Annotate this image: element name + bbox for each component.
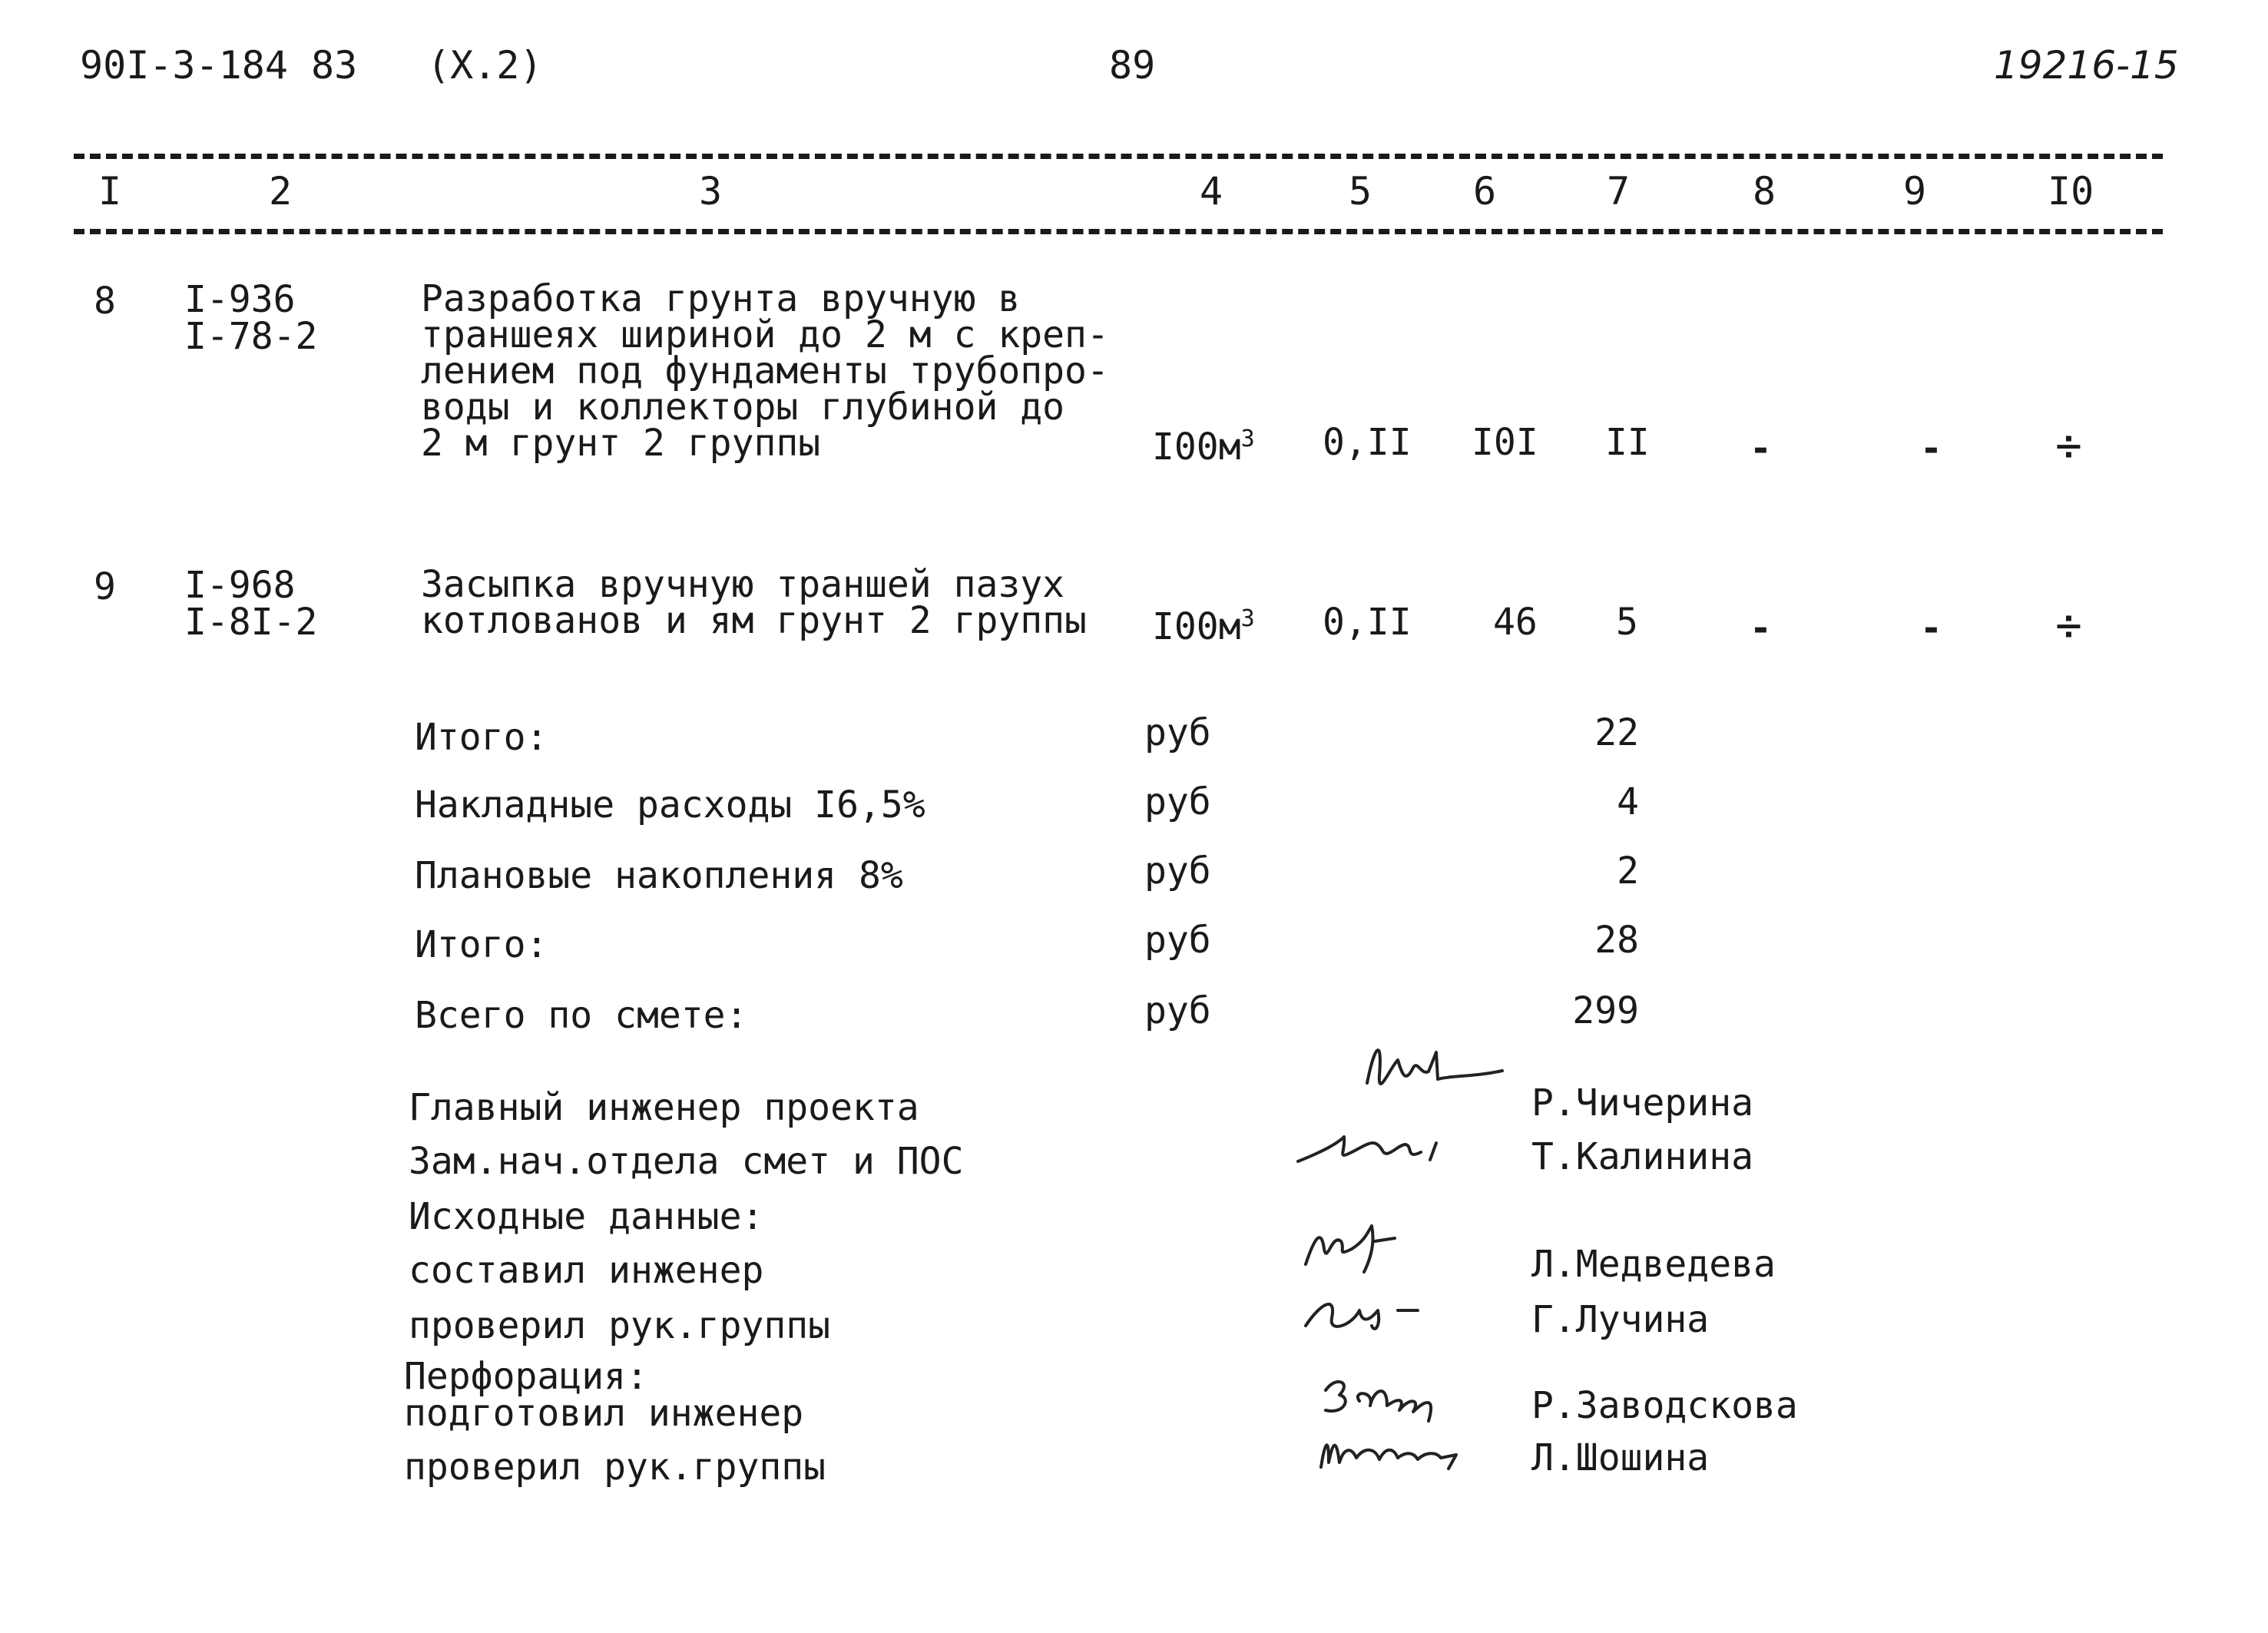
summary-unit: руб <box>1144 780 1211 823</box>
column-header: 7 <box>1607 169 1631 214</box>
person-name: Т.Калинина <box>1531 1135 1753 1178</box>
summary-value: 299 <box>1572 989 1639 1032</box>
summary-value: 2 <box>1617 850 1639 893</box>
role-label: составил инженер <box>409 1249 764 1292</box>
summary-unit: руб <box>1144 919 1211 962</box>
unit-superscript: 3 <box>1240 605 1255 632</box>
work-description: Засыпка вручную траншей пазух котлованов и ям грунт 2 группы <box>421 563 1087 642</box>
column-header: 8 <box>1753 169 1776 214</box>
column-header: I0 <box>2048 169 2094 214</box>
unit-superscript: 3 <box>1240 426 1255 452</box>
summary-unit: руб <box>1144 850 1211 893</box>
person-name: Р.Заводскова <box>1531 1384 1798 1427</box>
column-header: I <box>98 169 122 214</box>
summary-label: Всего по смете: <box>415 994 748 1037</box>
col10-value: ÷ <box>2055 419 2082 472</box>
signature-zavodskova <box>1313 1367 1482 1432</box>
column-header: 9 <box>1903 169 1927 214</box>
signature-kalinina <box>1290 1129 1467 1178</box>
col8-value: - <box>1750 427 1772 470</box>
col9-value: - <box>1920 607 1942 650</box>
quantity: 0,II <box>1323 601 1412 644</box>
row-number: 9 <box>94 565 116 608</box>
unit <box>1152 601 1255 648</box>
summary-label: Итого: <box>415 716 548 759</box>
col9-value: - <box>1920 427 1942 470</box>
column-header: 5 <box>1349 169 1372 214</box>
col8-value: - <box>1750 607 1772 650</box>
section-heading: Перфорация: <box>404 1355 648 1398</box>
unit-price: I0I <box>1472 421 1538 464</box>
person-name: Р.Чичерина <box>1531 1081 1753 1125</box>
column-header: 4 <box>1200 169 1223 214</box>
summary-label: Накладные расходы I6,5% <box>415 783 925 826</box>
unit-price: 46 <box>1493 601 1538 644</box>
unit-text: I00м <box>1152 426 1241 469</box>
summary-label: Плановые накопления 8% <box>415 854 903 897</box>
page-number: 89 <box>1109 43 1156 88</box>
norm-code: I-968 <box>184 564 296 607</box>
total-cost: 5 <box>1616 601 1638 644</box>
role-label: проверил рук.группы <box>404 1446 826 1489</box>
quantity: 0,II <box>1323 421 1412 464</box>
signature-medvedeva <box>1298 1211 1452 1283</box>
norm-code: I-936 <box>184 278 296 321</box>
role-label: Зам.нач.отдела смет и ПОС <box>409 1140 964 1183</box>
archive-number: 19216-15 <box>1994 43 2179 88</box>
section-heading: Исходные данные: <box>409 1195 764 1238</box>
role-label: Главный инженер проекта <box>409 1086 919 1129</box>
row-number: 8 <box>94 280 116 323</box>
document-code: 90I-3-184 83 <box>80 43 358 88</box>
unit <box>1152 421 1255 469</box>
norm-code: I-8I-2 <box>184 601 318 644</box>
header-rule-bottom <box>74 229 2163 234</box>
unit-text: I00м <box>1152 605 1241 648</box>
summary-value: 28 <box>1594 919 1639 962</box>
signature-chicherina <box>1352 1037 1505 1117</box>
column-header: 3 <box>699 169 723 214</box>
person-name: Г.Лучина <box>1531 1298 1710 1341</box>
col10-value: ÷ <box>2055 599 2082 651</box>
summary-value: 22 <box>1594 711 1639 754</box>
header-rule-top <box>74 154 2163 159</box>
signature-shoshina <box>1306 1424 1490 1481</box>
total-cost: II <box>1605 421 1650 464</box>
person-name: Л.Медведева <box>1531 1243 1776 1286</box>
norm-code: I-78-2 <box>184 315 318 358</box>
summary-unit: руб <box>1144 989 1211 1032</box>
work-description: Разработка грунта вручную в траншеях шириной до 2 м с креп- лением под фундаменты трубопро- воды и коллекторы глубиной до 2 м грунт 2 группы <box>421 277 1109 465</box>
section-label: (X.2) <box>427 43 543 88</box>
summary-value: 4 <box>1617 780 1639 823</box>
column-header: 2 <box>269 169 293 214</box>
summary-unit: руб <box>1144 711 1211 754</box>
signature-luchina <box>1298 1287 1452 1344</box>
role-label: подготовил инженер <box>404 1392 804 1435</box>
person-name: Л.Шошина <box>1531 1436 1710 1479</box>
column-header: 6 <box>1473 169 1497 214</box>
role-label: проверил рук.группы <box>409 1304 831 1347</box>
summary-label: Итого: <box>415 923 548 966</box>
